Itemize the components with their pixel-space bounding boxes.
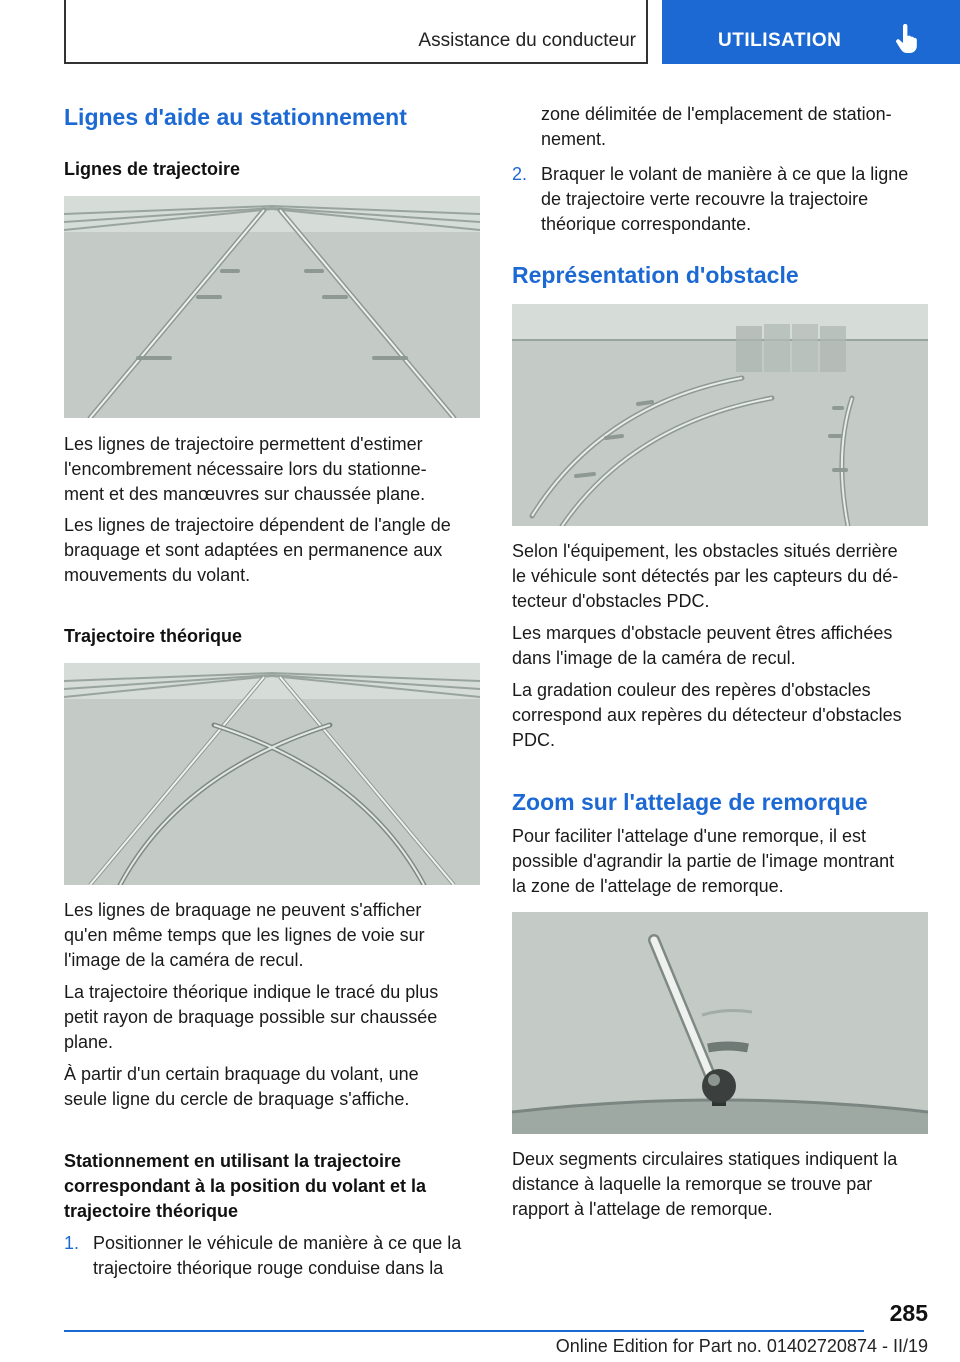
text-line: Positionner le véhicule de manière à ce que la <box>93 1233 462 1253</box>
text-line: La trajectoire théorique indique le tracé du plus <box>64 982 439 1002</box>
text-line: la zone de l'attelage de remorque. <box>512 876 784 896</box>
text-line: correspond aux repères du détecteur d'obstacles <box>512 705 902 725</box>
paragraph-color-gradation <box>512 678 902 753</box>
text-line: Les lignes de trajectoire permettent d'estimer <box>64 434 423 454</box>
text-line: le véhicule sont détectés par les capteurs du dé- <box>512 566 899 586</box>
step-2-text <box>541 162 908 237</box>
text-line: possible d'agrandir la partie de l'image montrant <box>512 851 895 871</box>
text-line: braquage et sont adaptées en permanence aux <box>64 540 443 560</box>
text-line: trajectoire théorique <box>64 1201 239 1221</box>
text-line: rapport à l'attelage de remorque. <box>512 1199 773 1219</box>
section-heading-obstacles: Représentation d'obstacle <box>512 262 799 288</box>
text-line: Pour faciliter l'attelage d'une remorque, il est <box>512 826 867 846</box>
text-line: zone délimitée de l'emplacement de station- <box>541 104 892 124</box>
paragraph-trajectory-angle <box>64 513 451 588</box>
text-line: dans l'image de la caméra de recul. <box>512 648 796 668</box>
text-line: Stationnement en utilisant la trajectoire <box>64 1151 402 1171</box>
text-line: correspondant à la position du volant et la <box>64 1176 427 1196</box>
text-line: À partir d'un certain braquage du volant, une <box>64 1064 419 1084</box>
header-chapter-label: UTILISATION <box>718 30 842 51</box>
text-line: ment et des manœuvres sur chaussée plane. <box>64 484 426 504</box>
text-line: l'encombrement nécessaire lors du stationne- <box>64 459 427 479</box>
subheading-theoretical-trajectory: Trajectoire théorique <box>64 626 243 646</box>
text-line: petit rayon de braquage possible sur chaussée <box>64 1007 438 1027</box>
hand-pointer-icon <box>894 24 920 54</box>
text-line: trajectoire théorique rouge conduise dans la <box>93 1258 444 1278</box>
step-1-text-continued <box>541 102 892 152</box>
text-line: tecteur d'obstacles PDC. <box>512 591 710 611</box>
edition-note: Online Edition for Part no. 01402720874 - II/19 <box>555 1336 928 1356</box>
step-number-2: 2. <box>512 164 528 184</box>
paragraph-hitch-zoom <box>512 824 894 899</box>
page-number: 285 <box>889 1300 928 1326</box>
subheading-trajectory-lines: Lignes de trajectoire <box>64 159 241 179</box>
text-line: Les lignes de trajectoire dépendent de l'angle de <box>64 515 451 535</box>
text-line: qu'en même temps que les lignes de voie sur <box>64 925 425 945</box>
subheading-parking-procedure <box>64 1149 426 1224</box>
text-line: de trajectoire verte recouvre la trajectoire <box>541 189 869 209</box>
text-line: mouvements du volant. <box>64 565 251 585</box>
text-line: Les lignes de braquage ne peuvent s'afficher <box>64 900 422 920</box>
paragraph-steering-lines <box>64 898 425 973</box>
section-heading-hitch-zoom: Zoom sur l'attelage de remorque <box>512 789 868 815</box>
text-line: Braquer le volant de manière à ce que la ligne <box>541 164 909 184</box>
footer-divider <box>64 1330 864 1332</box>
text-line: l'image de la caméra de recul. <box>64 950 304 970</box>
text-line: plane. <box>64 1032 114 1052</box>
paragraph-obstacle-detection <box>512 539 898 614</box>
text-line: distance à laquelle la remorque se trouve par <box>512 1174 873 1194</box>
paragraph-theoretical-path <box>64 980 438 1055</box>
text-line: Les marques d'obstacle peuvent êtres affichées <box>512 623 893 643</box>
text-line: La gradation couleur des repères d'obstacles <box>512 680 871 700</box>
figure-hitch-zoom <box>512 912 928 1134</box>
figure-theoretical-trajectory <box>64 663 480 885</box>
text-line: PDC. <box>512 730 556 750</box>
figure-obstacle-display <box>512 304 928 526</box>
paragraph-circular-segments <box>512 1147 897 1222</box>
step-1-text <box>93 1231 461 1281</box>
header-section-title: Assistance du conducteur <box>418 30 636 51</box>
text-line: Selon l'équipement, les obstacles situés derrière <box>512 541 898 561</box>
paragraph-single-line <box>64 1062 419 1112</box>
paragraph-trajectory-estimate <box>64 432 427 507</box>
figure-trajectory-lines <box>64 196 480 418</box>
paragraph-obstacle-marks <box>512 621 892 671</box>
text-line: seule ligne du cercle de braquage s'affiche. <box>64 1089 410 1109</box>
text-line: nement. <box>541 129 607 149</box>
text-line: théorique correspondante. <box>541 214 752 234</box>
section-heading-parking-lines: Lignes d'aide au stationnement <box>64 104 407 130</box>
text-line: Deux segments circulaires statiques indiquent la <box>512 1149 898 1169</box>
step-number-1: 1. <box>64 1233 80 1253</box>
